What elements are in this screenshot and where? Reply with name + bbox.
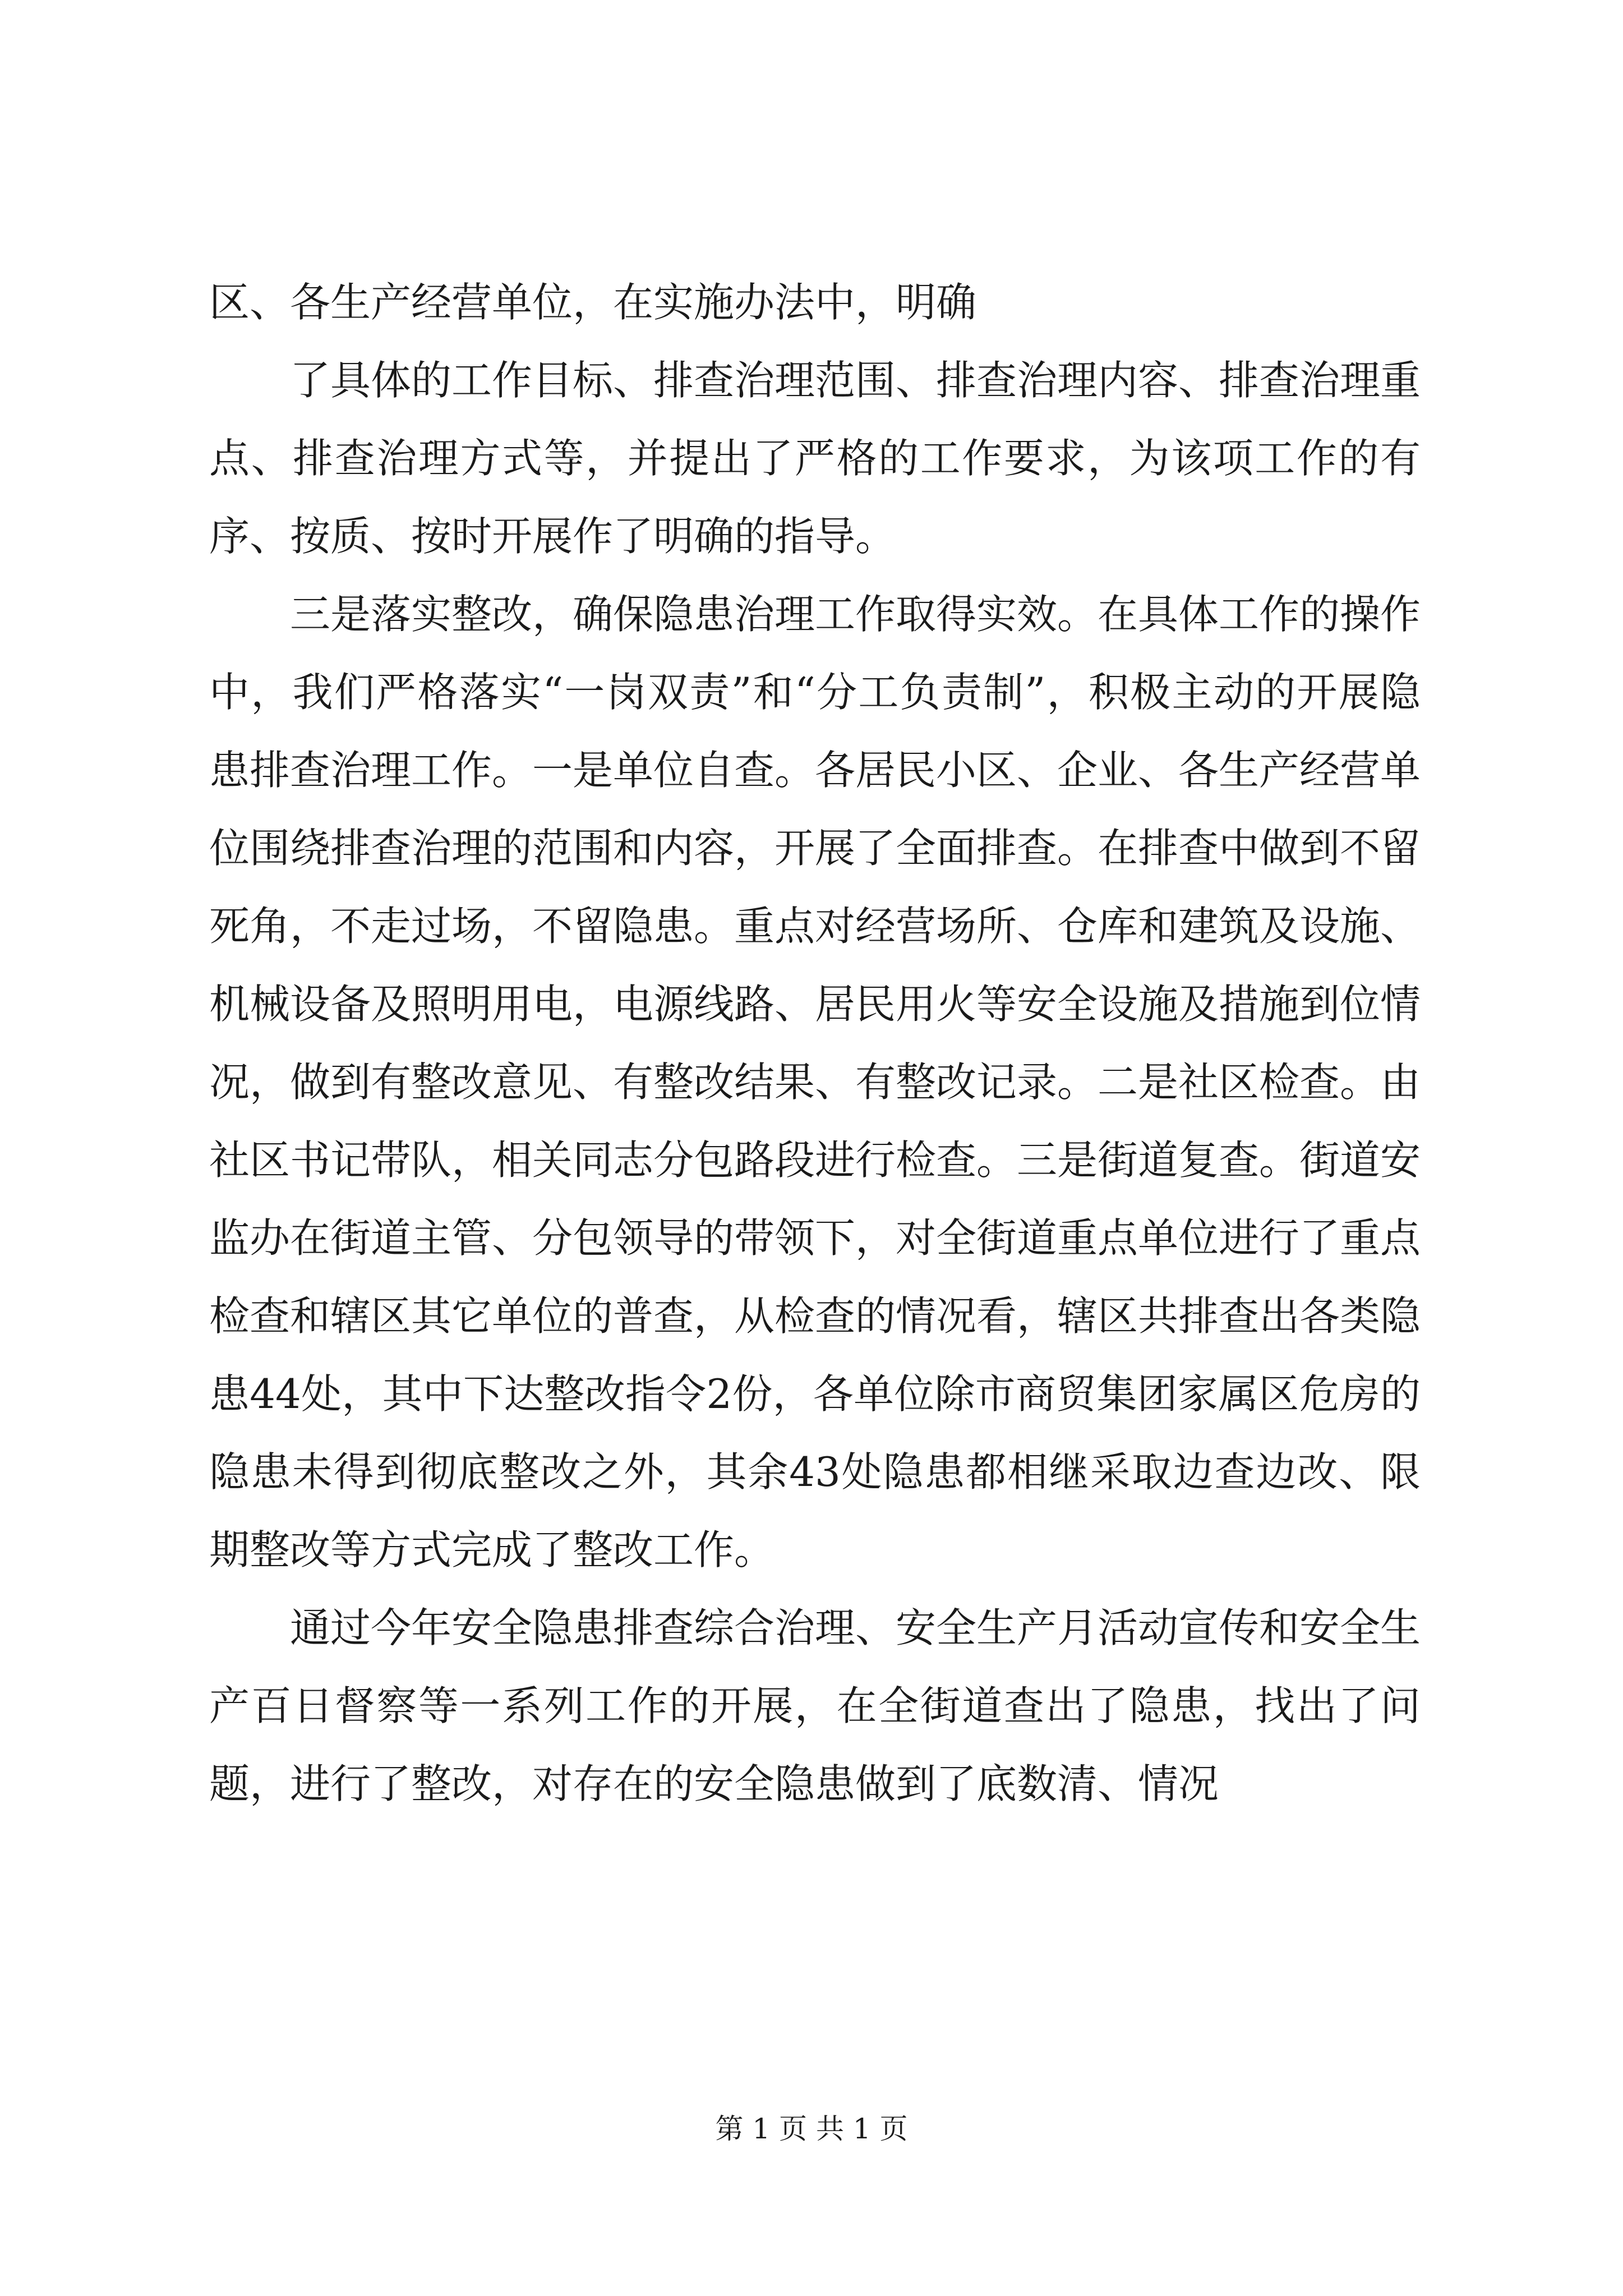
page-number-footer: 第 1 页 共 1 页 (715, 2113, 908, 2145)
paragraph-rectification: 三是落实整改，确保隐患治理工作取得实效。在具体工作的操作中，我们严格落实“一岗双责”和“分工负责制”，积极主动的开展隐患排查治理工作。一是单位自查。各居民小区、企业、各生产经营单位围绕排查治理的范围和内容，开展了全面排查。在排查中做到不留死角，不走过场，不留隐患。重点对经营场所、仓库和建筑及设施、机械设备及照明用电，电源线路、居民用火等安全设施及措施到位情况，做到有整改意见、有整改结果、有整改记录。二是社区检查。由社区书记带队，相关同志分包路段进行检查。三是街道复查。街道安监办在街道主管、分包领导的带领下，对全街道重点单位进行了重点检查和辖区其它单位的普查，从检查的情况看，辖区共排查出各类隐患44处，其中下达整改指令2份，各单位除市商贸集团家属区危房的隐患未得到彻底整改之外，其余43处隐患都相继采取边查边改、限期整改等方式完成了整改工作。 (209, 591, 1421, 1573)
paragraph-work-targets: 了具体的工作目标、排查治理范围、排查治理内容、排查治理重点、排查治理方式等，并提出了严格的工作要求，为该项工作的有序、按质、按时开展作了明确的指导。 (209, 357, 1421, 560)
paragraph-summary: 通过今年安全隐患排查综合治理、安全生产月活动宣传和安全生产百日督察等一系列工作的开展，在全街道查出了隐患，找出了问题，进行了整改，对存在的安全隐患做到了底数清、情况 (209, 1604, 1421, 1807)
paragraph-continuation: 区、各生产经营单位，在实施办法中，明确 (209, 279, 977, 326)
document-body (209, 264, 1421, 1823)
